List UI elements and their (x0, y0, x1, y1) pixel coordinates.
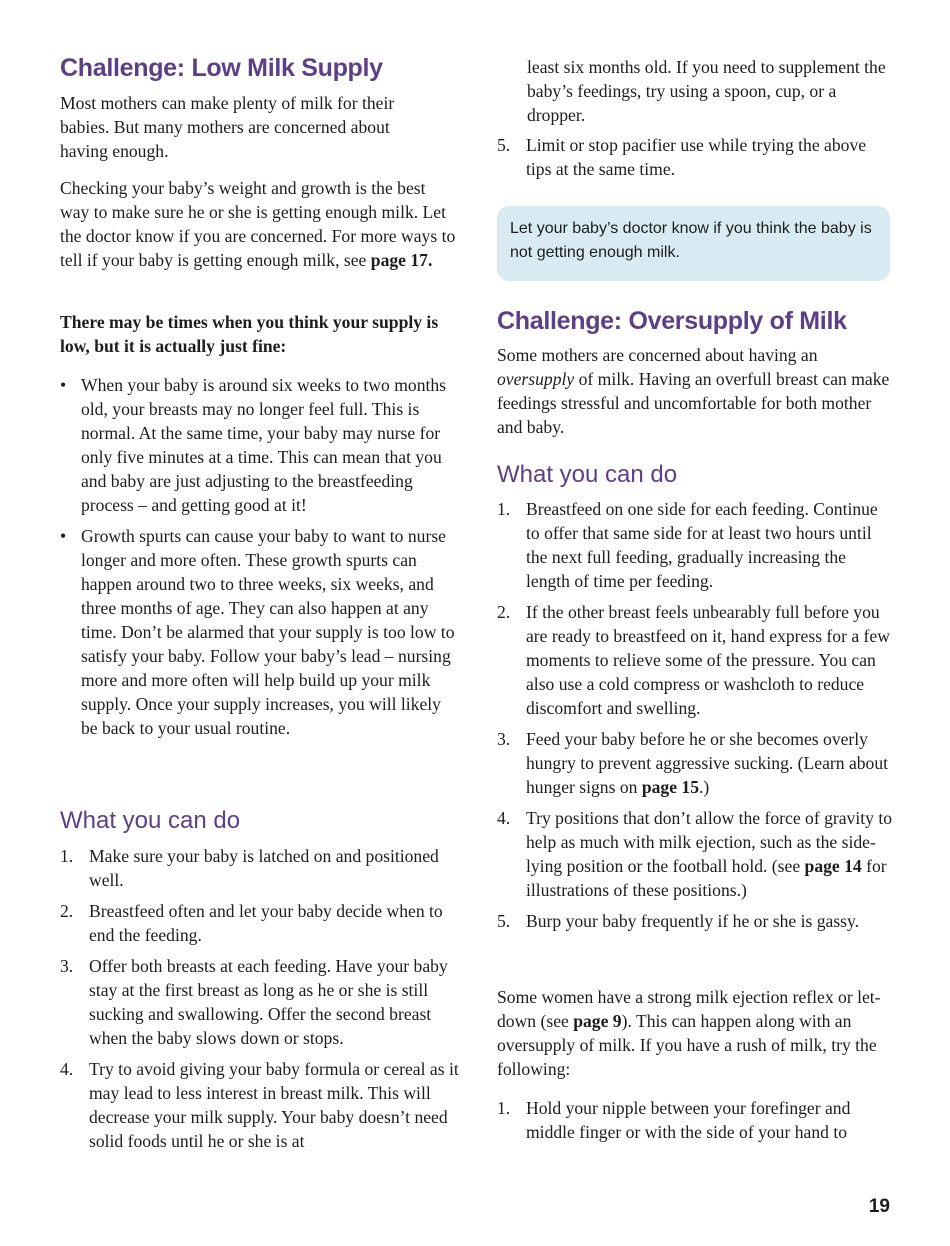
step-text: Offer both breasts at each feeding. Have your baby stay at the first breast as long as he or she is still sucking and swallowing. Offer the second breast when the baby slows down or stops. (89, 956, 448, 1048)
list-item (497, 806, 893, 902)
step-number: 2. (497, 602, 511, 622)
oversupply-intro-text-b: of milk. Having an overfull breast can make feedings stressful and uncomfortable for both mother and baby. (497, 369, 890, 437)
step-number: 4. (60, 1059, 74, 1079)
step-text: Make sure your baby is latched on and positioned well. (89, 846, 439, 890)
let-down-paragraph (497, 985, 893, 1081)
step-text: Try to avoid giving your baby formula or cereal as it may lead to less interest in breast milk. This will decrease your milk supply. Your baby doesn’t need solid foods until he or she is at (89, 1059, 459, 1151)
page-number: 19 (868, 1196, 890, 1217)
let-down-text-a: Some women have a strong milk ejection reflex or let-down (see (497, 987, 881, 1031)
page-14-reference: page 14 (804, 856, 862, 876)
step-text-a: Try positions that don’t allow the force of gravity to help as much with milk ejection, such as the side-lying position or the football hold. (see (526, 808, 893, 876)
list-item (497, 909, 893, 933)
step-number: 1. (497, 1098, 511, 1118)
page-15-reference: page 15 (641, 777, 700, 797)
times-supply-low-lead: There may be times when you think your supply is low, but it is actually just fine: (60, 312, 439, 356)
step-text: Burp your baby frequently if he or she is gassy. (526, 911, 860, 931)
list-item: • When your baby is around six weeks to two months old, your breasts may no longer feel full. This is normal. At the same time, your baby may nurse for only five minutes at a time. This can mean that you and baby are just adjusting to the breastfeeding process – and getting good at it! (60, 373, 460, 517)
step-text: Limit or stop pacifier use while trying the above tips at the same time. (526, 135, 867, 179)
list-item (60, 954, 460, 1050)
low-supply-intro-paragraph: Most mothers can make plenty of milk for their babies. But many mothers are concerned about having enough. (60, 93, 395, 161)
let-down-steps-list (497, 1096, 893, 1144)
step-text: Breastfeed on one side for each feeding. Continue to offer that same side for at least two hours until the next full feeding, gradually increasing the length of time per feeding. (526, 499, 878, 591)
step-text-a: Feed your baby before he or she becomes overly hungry to prevent aggressive sucking. (Learn about hunger signs on (526, 729, 889, 797)
pacifier-step-list (497, 133, 893, 181)
step-number: 5. (497, 911, 511, 931)
step-number: 3. (60, 956, 74, 976)
list-item (497, 1096, 893, 1144)
oversupply-heading: Challenge: Oversupply of Milk (497, 307, 847, 335)
step-4-continuation: least six months old. If you need to supplement the baby’s feedings, try using a spoon, cup, or a dropper. (527, 57, 886, 125)
list-item (497, 600, 893, 720)
step-text-b: .) (699, 777, 710, 797)
step-text: Breastfeed often and let your baby decide when to end the feeding. (89, 901, 443, 945)
step-number: 3. (497, 729, 511, 749)
low-milk-supply-heading: Challenge: Low Milk Supply (60, 54, 383, 82)
reassurance-bullet-list (60, 373, 460, 740)
step-text: Hold your nipple between your forefinger and middle finger or with the side of your hand to (526, 1098, 851, 1142)
doctor-callout-box (497, 206, 890, 281)
step-number: 1. (60, 846, 74, 866)
oversupply-intro-text-a: Some mothers are concerned about having an (497, 345, 818, 365)
list-item: • Growth spurts can cause your baby to want to nurse longer and more often. These growth spurts can happen around two to three weeks, six weeks, and three months of age. They can also happen at any time. Don’t be alarmed that your supply is too low to satisfy your baby. Follow your baby’s lead – nursing more and more often will help build up your milk supply. Once your supply increases, you will likely be back to your usual routine. (60, 524, 460, 740)
what-you-can-do-heading-right: What you can do (497, 461, 678, 488)
step-number: 2. (60, 901, 74, 921)
oversupply-steps-list (497, 497, 893, 933)
oversupply-emphasis: oversupply (497, 369, 575, 389)
oversupply-intro-paragraph (497, 343, 893, 439)
step-number: 5. (497, 135, 511, 155)
step-text-b: for illustrations of these positions.) (526, 856, 887, 900)
weight-growth-text: Checking your baby’s weight and growth is the best way to make sure he or she is getting enough milk. Let the doctor know if you are concerned. For more ways to tell if your baby is getting enough milk, see (60, 178, 456, 270)
what-you-can-do-heading-left: What you can do (60, 807, 241, 834)
step-number: 4. (497, 808, 511, 828)
list-item (60, 1057, 460, 1153)
step-number: 1. (497, 499, 511, 519)
low-supply-steps-list (60, 844, 460, 1153)
list-item (497, 133, 893, 181)
list-item (60, 844, 460, 892)
weight-growth-paragraph (60, 176, 458, 272)
list-item (497, 727, 893, 799)
let-down-text-b: ). This can happen along with an oversupply of milk. If you have a rush of milk, try the following: (497, 1011, 877, 1079)
list-item (497, 497, 893, 593)
page-17-reference: page 17. (370, 250, 433, 270)
list-item (60, 899, 460, 947)
doctor-callout-text: Let your baby’s doctor know if you think the baby is not getting enough milk. (510, 220, 872, 261)
step-text: If the other breast feels unbearably full before you are ready to breastfeed on it, hand express for a few moments to relieve some of the pressure. You can also use a cold compress or washcloth to reduce discomfort and swelling. (526, 602, 890, 718)
page-9-reference: page 9 (573, 1011, 622, 1031)
